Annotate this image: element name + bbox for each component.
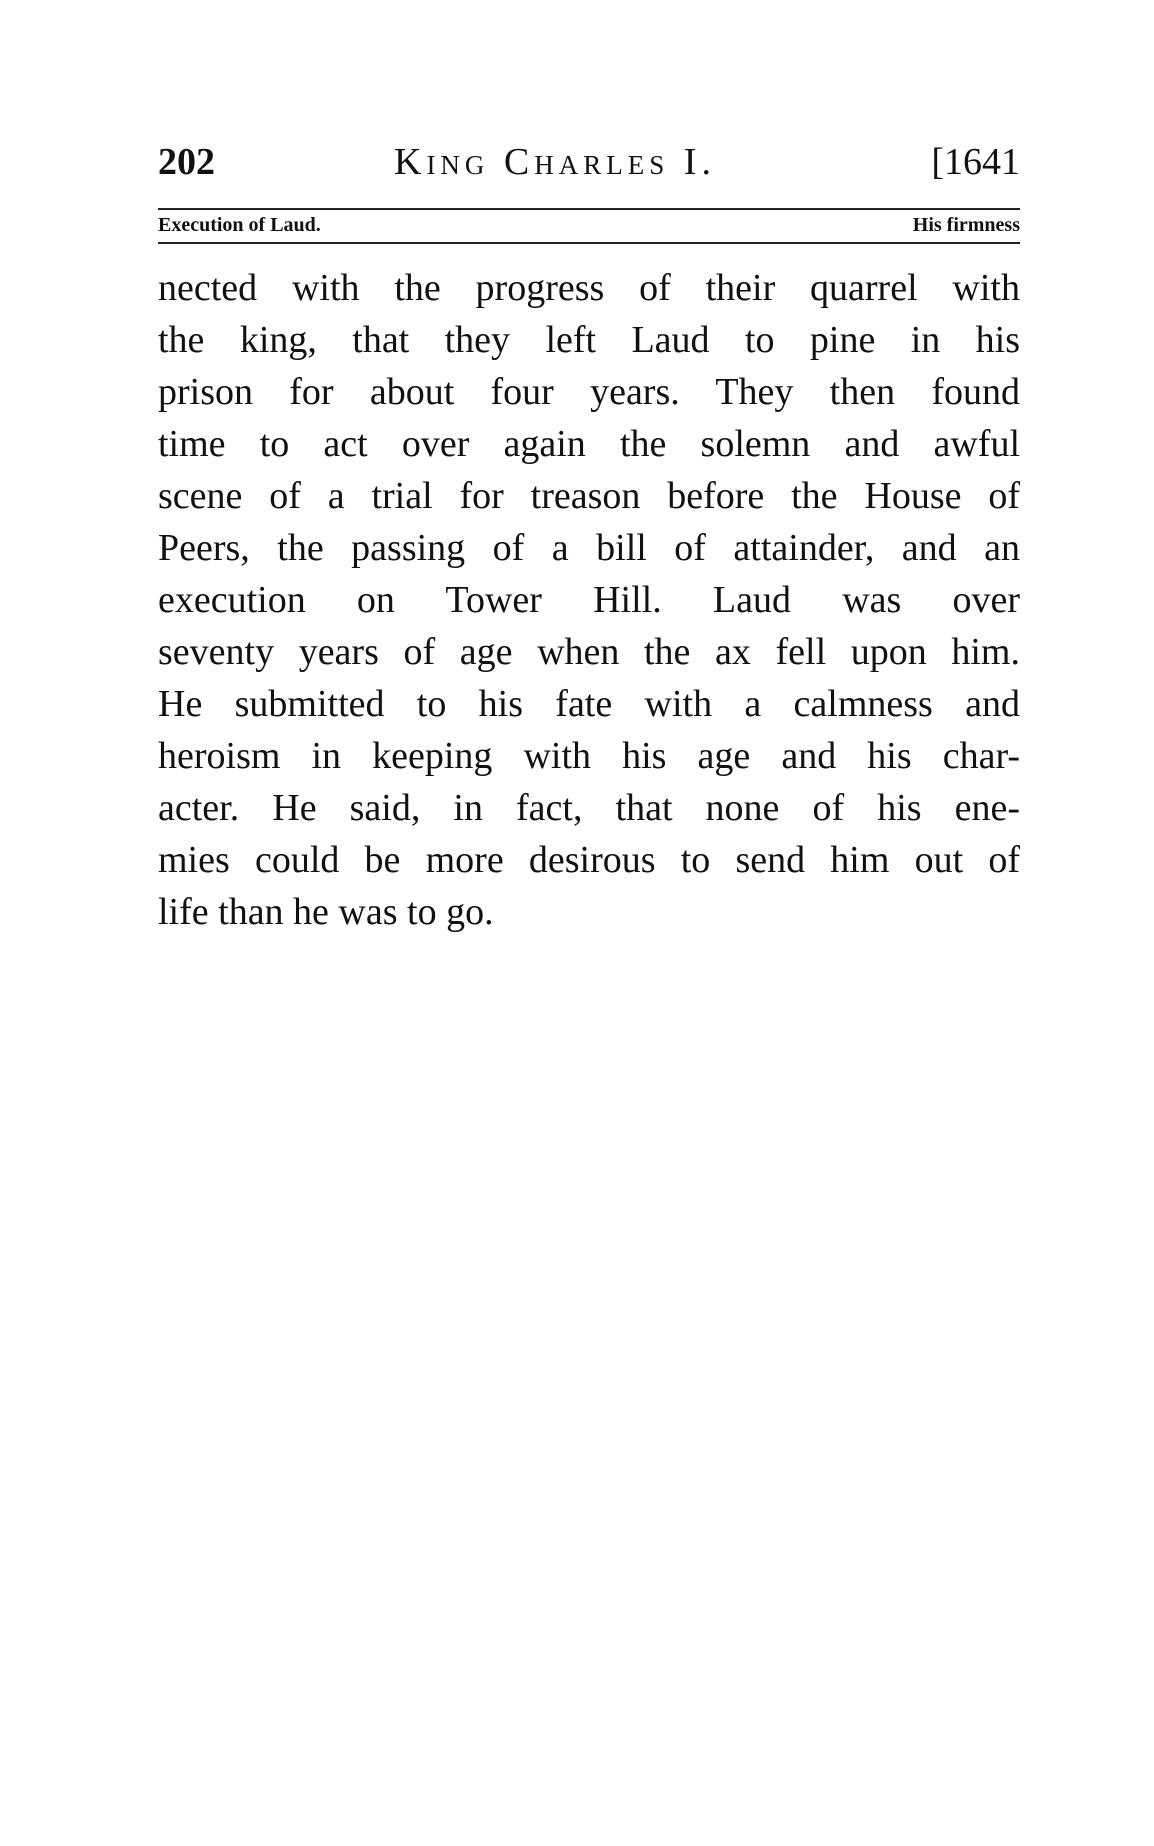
body-paragraph bbox=[158, 262, 1020, 938]
text-line: nected with the progress of their quarrel with bbox=[158, 267, 1020, 309]
text-line: execution on Tower Hill. Laud was over bbox=[158, 579, 1020, 621]
subheading-left: Execution of Laud. bbox=[158, 214, 321, 236]
text-line: life than he was to go. bbox=[158, 891, 494, 933]
text-line: Peers, the passing of a bill of attainder, and an bbox=[158, 527, 1020, 569]
running-head bbox=[158, 138, 1020, 186]
subheading bbox=[158, 210, 1020, 240]
text-line: the king, that they left Laud to pine in his bbox=[158, 319, 1020, 361]
book-page bbox=[158, 138, 1020, 938]
text-line: heroism in keeping with his age and his char- bbox=[158, 735, 1020, 777]
year-marker: [1641 bbox=[931, 141, 1020, 183]
text-line: time to act over again the solemn and awful bbox=[158, 423, 1020, 465]
subheading-rule bbox=[158, 242, 1020, 244]
text-line: mies could be more desirous to send him out of bbox=[158, 839, 1020, 881]
text-line: prison for about four years. They then found bbox=[158, 371, 1020, 413]
text-line: scene of a trial for treason before the House of bbox=[158, 475, 1020, 517]
text-line: He submitted to his fate with a calmness and bbox=[158, 683, 1020, 725]
text-line: acter. He said, in fact, that none of his ene- bbox=[158, 787, 1020, 829]
text-line: seventy years of age when the ax fell upon him. bbox=[158, 631, 1020, 673]
subheading-right: His firmness bbox=[912, 214, 1020, 236]
running-title: King Charles I. bbox=[394, 141, 716, 183]
page-number: 202 bbox=[158, 141, 215, 183]
